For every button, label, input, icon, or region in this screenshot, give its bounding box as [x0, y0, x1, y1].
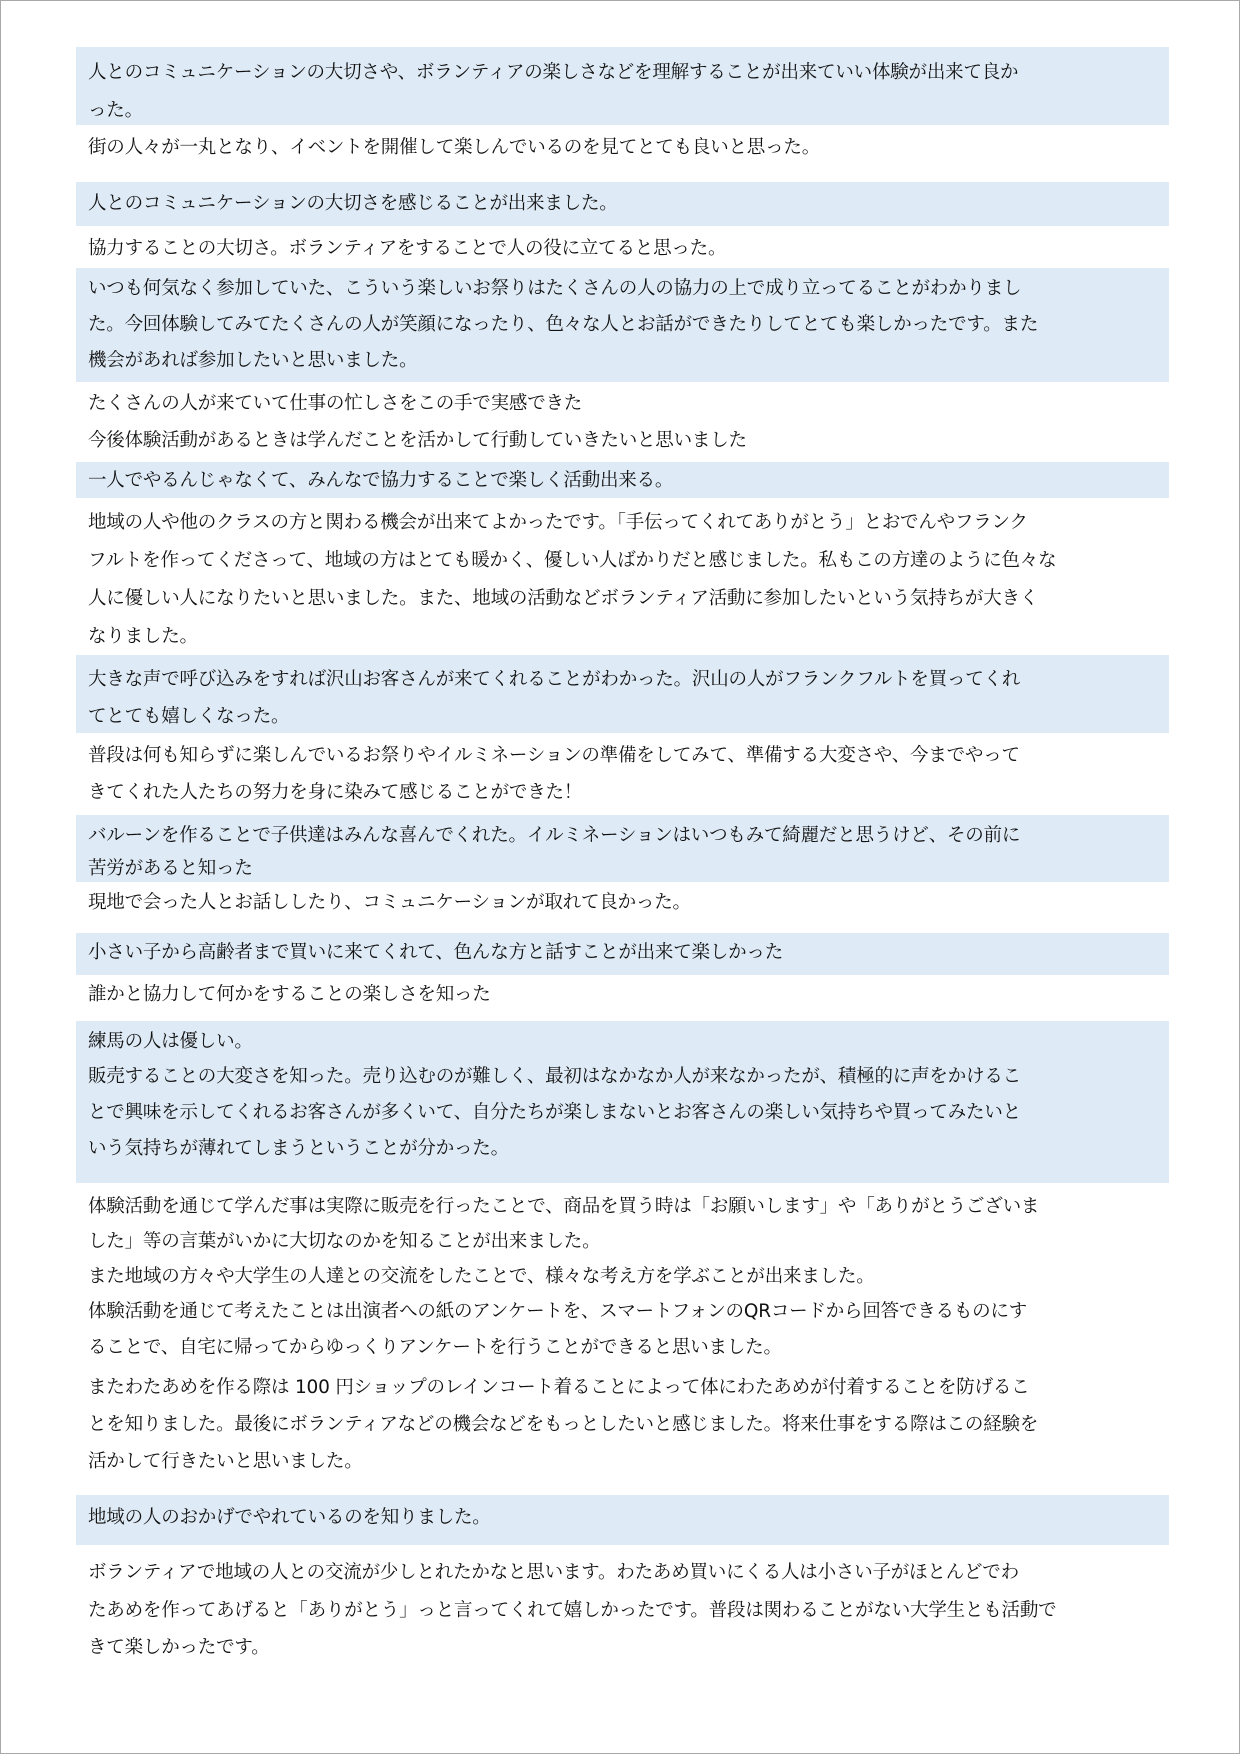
comment-line: った。	[88, 100, 143, 121]
comment-entry-shaded	[76, 182, 1169, 226]
comment-entry-shaded	[76, 47, 1169, 125]
comment-line: 今後体験活動があるときは学んだことを活かして行動していきたいと思いました	[88, 430, 747, 451]
comment-entry	[76, 975, 1169, 1021]
comment-line: 苦労があると知った	[88, 858, 253, 879]
comment-line: たあめを作ってあげると「ありがとう」っと言ってくれて嬉しかったです。普段は関わることがない大学生とも活動で	[88, 1600, 1057, 1621]
comment-line: いつも何気なく参加していた、こういう楽しいお祭りはたくさんの人の協力の上で成り立ってることがわかりまし	[88, 278, 1022, 299]
comment-entry	[76, 226, 1169, 268]
comment-entry	[76, 733, 1169, 815]
comment-entry-shaded	[76, 1495, 1169, 1545]
comment-line: たくさんの人が来ていて仕事の忙しさをこの手で実感できた	[88, 393, 583, 414]
comment-line: きて楽しかったです。	[88, 1637, 270, 1658]
comment-line: 大きな声で呼び込みをすれば沢山お客さんが来てくれることがわかった。沢山の人がフランクフルトを買ってくれ	[88, 669, 1021, 690]
comment-line: フルトを作ってくださって、地域の方はとても暖かく、優しい人ばかりだと感じました。私もこの方達のように色々な	[88, 550, 1057, 571]
comment-line: 現地で会った人とお話ししたり、コミュニケーションが取れて良かった。	[88, 892, 691, 913]
comment-entry	[76, 882, 1169, 933]
comment-line: とで興味を示してくれるお客さんが多くいて、自分たちが楽しまないとお客さんの楽しい気持ちや買ってみたいと	[88, 1102, 1021, 1123]
comment-entry-shaded	[76, 933, 1169, 975]
comment-line: またわたあめを作る際は 100 円ショップのレインコート着ることによって体にわたあめが付着することを防げるこ	[88, 1377, 1030, 1398]
comment-entry	[76, 1183, 1169, 1495]
comment-line: 販売することの大変さを知った。売り込むのが難しく、最初はなかなか人が来なかったが、積極的に声をかけるこ	[88, 1066, 1021, 1087]
comment-line: いう気持ちが薄れてしまうということが分かった。	[88, 1138, 509, 1159]
comment-entry	[76, 498, 1169, 655]
comment-line: 体験活動を通じて考えたことは出演者への紙のアンケートを、スマートフォンのQRコードから回答できるものにす	[88, 1301, 1028, 1322]
comment-line: 誰かと協力して何かをすることの楽しさを知った	[88, 984, 491, 1005]
comment-entry	[76, 125, 1169, 180]
comment-entry	[76, 382, 1169, 462]
comment-line: また地域の方々や大学生の人達との交流をしたことで、様々な考え方を学ぶことが出来ました。	[88, 1266, 875, 1287]
comment-line: た。今回体験してみてたくさんの人が笑顔になったり、色々な人とお話ができたりしてとても楽しかったです。また	[88, 314, 1039, 335]
comment-entry-shaded	[76, 1021, 1169, 1183]
comment-line: とを知りました。最後にボランティアなどの機会などをもっとしたいと感じました。将来仕事をする際はこの経験を	[88, 1414, 1039, 1435]
comment-line: ることで、自宅に帰ってからゆっくりアンケートを行うことができると思いました。	[88, 1337, 782, 1358]
comment-line: てとても嬉しくなった。	[88, 706, 290, 727]
comment-line: 人とのコミュニケーションの大切さを感じることが出来ました。	[88, 193, 618, 214]
comment-line: 一人でやるんじゃなくて、みんなで協力することで楽しく活動出来る。	[88, 470, 674, 491]
comment-line: 練馬の人は優しい。	[88, 1031, 253, 1052]
comment-entry	[76, 1545, 1169, 1665]
comment-entry-shaded	[76, 815, 1169, 882]
comment-line: バルーンを作ることで子供達はみんな喜んでくれた。イルミネーションはいつもみて綺麗だと思うけど、その前に	[88, 825, 1021, 846]
comment-line: 活かして行きたいと思いました。	[88, 1451, 363, 1472]
comment-line: 人とのコミュニケーションの大切さや、ボランティアの楽しさなどを理解することが出来ていい体験が出来て良か	[88, 62, 1019, 83]
comment-entry-shaded	[76, 462, 1169, 498]
comment-line: ボランティアで地域の人との交流が少しとれたかなと思います。わたあめ買いにくる人は小さい子がほとんどでわ	[88, 1562, 1019, 1583]
comment-line: 協力することの大切さ。ボランティアをすることで人の役に立てると思った。	[88, 238, 727, 259]
comment-line: した」等の言葉がいかに大切なのかを知ることが出来ました。	[88, 1231, 601, 1252]
comment-line: 地域の人のおかげでやれているのを知りました。	[88, 1507, 491, 1528]
comment-line: 普段は何も知らずに楽しんでいるお祭りやイルミネーションの準備をしてみて、準備する大変さや、今までやって	[88, 745, 1020, 766]
comment-entry-shaded	[76, 268, 1169, 382]
comment-line: なりました。	[88, 626, 198, 647]
comment-line: 街の人々が一丸となり、イベントを開催して楽しんでいるのを見てとても良いと思った。	[88, 137, 821, 158]
comment-entry-shaded	[76, 655, 1169, 733]
comment-line: きてくれた人たちの努力を身に染みて感じることができた！	[88, 782, 583, 803]
comment-line: 体験活動を通じて学んだ事は実際に販売を行ったことで、商品を買う時は「お願いします」や「ありがとうございま	[88, 1196, 1040, 1217]
comment-line: 小さい子から高齢者まで買いに来てくれて、色んな方と話すことが出来て楽しかった	[88, 942, 784, 963]
comment-line: 機会があれば参加したいと思いました。	[88, 350, 418, 371]
comment-line: 地域の人や他のクラスの方と関わる機会が出来てよかったです。「手伝ってくれてありがとう」とおでんやフランク	[88, 512, 1028, 533]
comment-line: 人に優しい人になりたいと思いました。また、地域の活動などボランティア活動に参加したいという気持ちが大きく	[88, 588, 1039, 609]
